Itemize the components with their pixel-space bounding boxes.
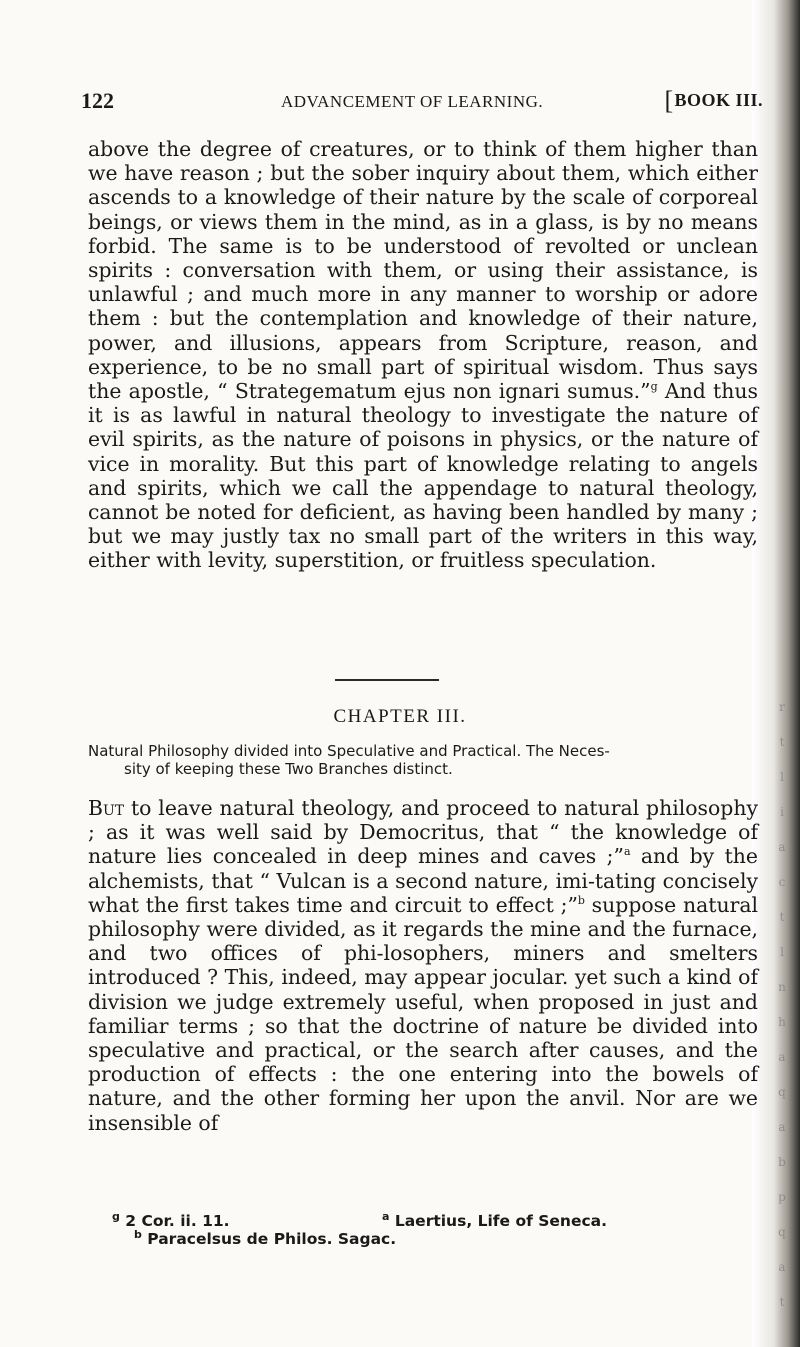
running-header [81, 88, 765, 118]
footnote-g [112, 1209, 230, 1230]
section-divider [335, 679, 439, 681]
chapter-summary-line-2: sity of keeping these Two Branches distinct. [124, 760, 453, 778]
footnote-b [134, 1227, 397, 1248]
footnote-a-text: Laertius, Life of Seneca. [394, 1212, 607, 1230]
footnote-b-mark: b [134, 1227, 142, 1241]
page-number: 122 [81, 88, 114, 113]
footnote-a [382, 1209, 607, 1230]
paragraph-1-end: And thus it is as lawful in natural theology to investigate the nature of evil spirits, as the nature of poisons in physics, or the nature of vice in morality. But this part of knowledge relating to angels and spirits, which we call the appendage to natural theology, cannot be noted for deficient, as having been handled by many ; but we may justly tax no small part of the writers in this way, either with levity, superstition, or fruitless speculation. [88, 379, 758, 573]
running-title: ADVANCEMENT OF LEARNING. [281, 92, 544, 111]
footnote-row-1 [112, 1209, 752, 1230]
footnote-ref-a: a [623, 845, 631, 859]
footnote-a-mark: a [382, 1209, 390, 1223]
paragraph-2 [88, 796, 758, 1135]
book-label [664, 86, 763, 115]
paragraph-2-part-a: to leave natural theology, and proceed to natural philosophy ; as it was well said by Democritus, that “ the knowledge of nature lies concealed in deep mines and caves ;” [88, 796, 758, 869]
footnote-b-text: Paracelsus de Philos. Sagac. [147, 1230, 397, 1248]
chapter-summary [88, 742, 758, 778]
book-label-text: BOOK III. [674, 90, 763, 110]
paragraph-2-part-b: and by the alchemists, that “ Vulcan is a second nature, imi-tating concisely what the first takes time and circuit to effect ;” [88, 844, 758, 917]
footnote-ref-g: g [650, 380, 658, 394]
paragraph-1-text [88, 137, 758, 573]
footnote-g-mark: g [112, 1209, 120, 1223]
footnote-ref-b: b [577, 894, 585, 908]
bracket-glyph: [ [664, 86, 674, 115]
paragraph-2-text [88, 796, 758, 1135]
footnote-g-text: 2 Cor. ii. 11. [125, 1212, 230, 1230]
paragraph-2-lead: But [88, 796, 125, 820]
paragraph-2-part-c: suppose natural philosophy were divided, as it regards the mine and the furnace, and two offices of phi-losophers, miners and smelters introduced ? This, indeed, may appear jocular. yet such a kind of division we judge extremely useful, when proposed in just and familiar terms ; so that the doctrine of nature be divided into speculative and practical, or the search after causes, and the production of effects : the one entering into the bowels of nature, and the other forming her upon the anvil. Nor are we insensible of [88, 892, 759, 1135]
footnotes [112, 1209, 752, 1248]
chapter-heading: CHAPTER III. [333, 706, 467, 727]
adjacent-page-edge: r t l i a c t l n h a q a b p q a t [778, 700, 786, 1309]
paragraph-1 [88, 137, 758, 573]
chapter-summary-line-1: Natural Philosophy divided into Speculative and Practical. The Neces- [88, 742, 610, 760]
footnote-row-2 [112, 1227, 752, 1248]
paragraph-1-body: above the degree of creatures, or to think of them higher than we have reason ; but the sober inquiry about them, which either ascends to a knowledge of their nature by the scale of corporeal beings, or views them in the mind, as in a glass, is by no means forbid. The same is to be understood of revolted or unclean spirits : conversation with them, or using their assistance, is unlawful ; and much more in any manner to worship or adore them : but the contemplation and knowledge of their nature, power, and illusions, appears from Scripture, reason, and experience, to be no small part of spiritual wisdom. Thus says the apostle, “ Strategematum ejus non ignari sumus.” [88, 137, 758, 404]
